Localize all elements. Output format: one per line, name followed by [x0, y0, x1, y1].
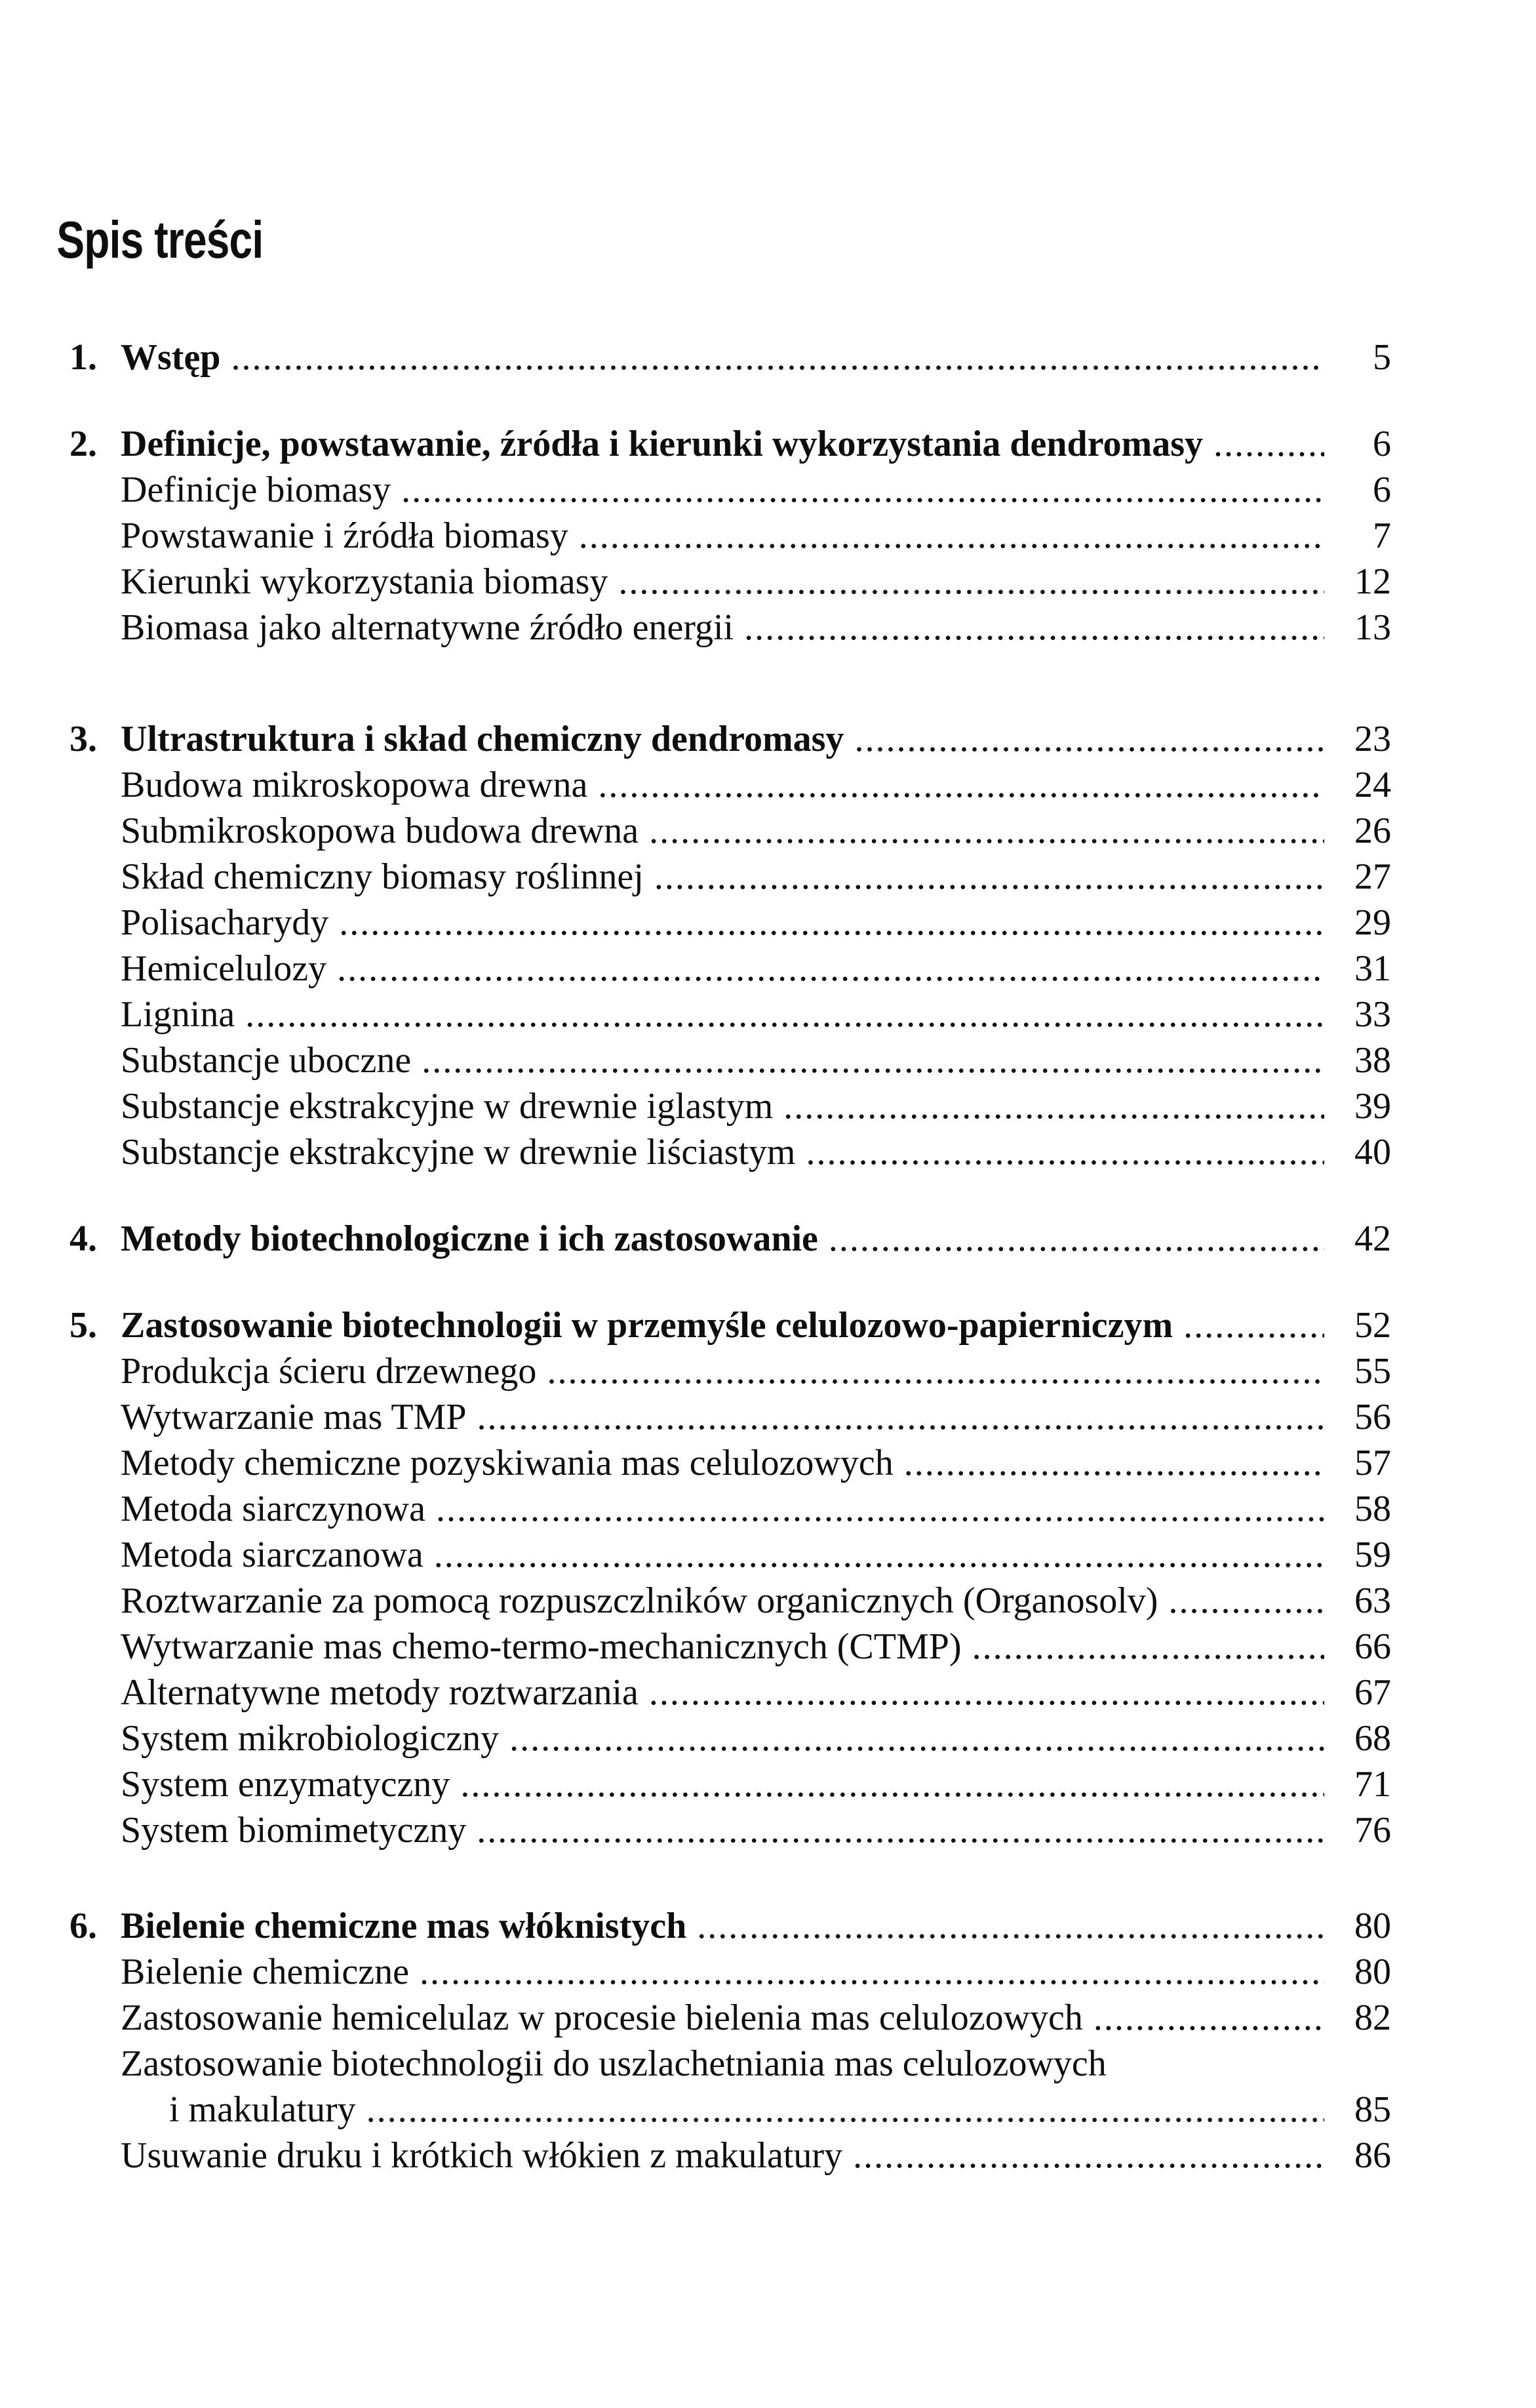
dot-leader: [1183, 1302, 1324, 1348]
toc-entry: [69, 1486, 1391, 1532]
dot-leader: [245, 992, 1324, 1037]
toc-entry: [69, 1578, 1391, 1624]
entry-page-number: 58: [1354, 1489, 1391, 1529]
entry-label: Metoda siarczynowa: [121, 1489, 425, 1529]
toc-entry: [69, 808, 1391, 854]
dot-leader: [1168, 1578, 1324, 1624]
entry-number: 5.: [69, 1305, 97, 1346]
toc-entry: [69, 1083, 1391, 1129]
entry-page-number: 26: [1354, 811, 1391, 851]
entry-page-number: 40: [1354, 1132, 1391, 1173]
entry-page-number: 67: [1354, 1672, 1391, 1713]
entry-page-number: 23: [1354, 719, 1391, 759]
toc-entry: [69, 1216, 1391, 1262]
entry-label: Skład chemiczny biomasy roślinnej: [121, 856, 644, 897]
entry-label: Substancje ekstrakcyjne w drewnie iglastym: [121, 1086, 774, 1127]
entry-page-number: 7: [1373, 515, 1391, 556]
entry-label: System biomimetyczny: [121, 1810, 467, 1851]
entry-page-number: 76: [1354, 1810, 1391, 1851]
entry-label: Usuwanie druku i krótkich włókien z makulatury: [121, 2135, 843, 2176]
toc-entry: [69, 1761, 1391, 1807]
dot-leader: [806, 1129, 1325, 1175]
entry-label: Biomasa jako alternatywne źródło energii: [121, 607, 734, 648]
dot-leader: [436, 1486, 1324, 1532]
entry-page-number: 6: [1373, 424, 1391, 464]
dot-leader: [337, 946, 1324, 992]
dot-leader: [339, 900, 1324, 946]
toc-entry: [69, 2087, 1391, 2133]
entry-label: Bielenie chemiczne: [121, 1952, 409, 1992]
dot-leader: [744, 605, 1324, 651]
entry-page-number: 13: [1354, 607, 1391, 648]
entry-page-number: 57: [1354, 1443, 1391, 1483]
entry-label: Submikroskopowa budowa drewna: [121, 811, 639, 851]
toc-entry: [69, 946, 1391, 992]
toc-entry: [69, 992, 1391, 1037]
dot-leader: [649, 808, 1324, 854]
entry-page-number: 52: [1354, 1305, 1391, 1346]
toc-entry: [69, 1995, 1391, 2041]
entry-number: 1.: [69, 337, 97, 378]
entry-page-number: 59: [1354, 1535, 1391, 1575]
entry-number: 2.: [69, 424, 97, 464]
entry-page-number: 66: [1354, 1626, 1391, 1667]
entry-page-number: 85: [1354, 2089, 1391, 2130]
entry-label: Zastosowanie hemicelulaz w procesie bielenia mas celulozowych: [121, 1997, 1083, 2038]
entry-label: Polisacharydy: [121, 902, 329, 943]
entry-page-number: 56: [1354, 1397, 1391, 1437]
entry-page-number: 38: [1354, 1040, 1391, 1081]
toc-entry: [69, 1129, 1391, 1175]
dot-leader: [366, 2087, 1324, 2133]
toc-entry: [69, 1532, 1391, 1578]
dot-leader: [434, 1532, 1324, 1578]
entry-label: Metoda siarczanowa: [121, 1535, 423, 1575]
entry-label: Budowa mikroskopowa drewna: [121, 765, 588, 805]
toc-entry: [69, 421, 1391, 467]
toc-entry: [69, 1348, 1391, 1394]
toc-entry: [69, 716, 1391, 762]
toc-entry: [69, 1670, 1391, 1716]
entry-label: Roztwarzanie za pomocą rozpuszczlników organicznych (Organosolv): [121, 1580, 1158, 1621]
dot-leader: [854, 716, 1324, 762]
dot-leader: [654, 854, 1324, 900]
toc-entry: [69, 762, 1391, 808]
toc-entry: [69, 2133, 1391, 2178]
toc-entry: [69, 467, 1391, 513]
dot-leader: [422, 1037, 1324, 1083]
toc-entry: [69, 1624, 1391, 1670]
entry-page-number: 31: [1354, 948, 1391, 989]
dot-leader: [231, 334, 1324, 380]
entry-page-number: 6: [1373, 470, 1391, 510]
entry-label: Kierunki wykorzystania biomasy: [121, 561, 608, 602]
entry-page-number: 39: [1354, 1086, 1391, 1127]
entry-label: i makulatury: [169, 2089, 356, 2130]
entry-label: Powstawanie i źródła biomasy: [121, 515, 568, 556]
entry-label: Wstęp: [121, 337, 221, 378]
entry-label: Ultrastruktura i skład chemiczny dendromasy: [121, 719, 844, 759]
dot-leader: [460, 1761, 1324, 1807]
toc-entry: [69, 1394, 1391, 1440]
dot-leader: [547, 1348, 1324, 1394]
entry-page-number: 63: [1354, 1580, 1391, 1621]
entry-label: System enzymatyczny: [121, 1764, 450, 1805]
entry-number: 4.: [69, 1218, 97, 1259]
toc-entry: [69, 900, 1391, 946]
entry-page-number: 71: [1354, 1764, 1391, 1805]
entry-label: Substancje ekstrakcyjne w drewnie liściastym: [121, 1132, 796, 1173]
entry-number: 6.: [69, 1906, 97, 1946]
entry-label: Wytwarzanie mas TMP: [121, 1397, 467, 1437]
entry-page-number: 12: [1354, 561, 1391, 602]
entry-label: Definicje, powstawanie, źródła i kierunki wykorzystania dendromasy: [121, 424, 1203, 464]
toc-entry: [69, 1440, 1391, 1486]
dot-leader: [598, 762, 1324, 808]
entry-page-number: 86: [1354, 2135, 1391, 2176]
entry-page-number: 82: [1354, 1997, 1391, 2038]
entry-label: Hemicelulozy: [121, 948, 327, 989]
dot-leader: [401, 467, 1324, 513]
dot-leader: [477, 1394, 1324, 1440]
dot-leader: [829, 1216, 1324, 1262]
dot-leader: [972, 1624, 1324, 1670]
entry-label: System mikrobiologiczny: [121, 1718, 500, 1759]
toc-entry: [69, 854, 1391, 900]
entry-label: Lignina: [121, 994, 235, 1035]
toc-entry: [69, 1949, 1391, 1995]
entry-label: Metody chemiczne pozyskiwania mas celulozowych: [121, 1443, 894, 1483]
entry-label: Zastosowanie biotechnologii w przemyśle celulozowo-papierniczym: [121, 1305, 1173, 1346]
entry-page-number: 80: [1354, 1906, 1391, 1946]
dot-leader: [618, 559, 1324, 605]
entry-number: 3.: [69, 719, 97, 759]
dot-leader: [853, 2133, 1324, 2178]
toc-entry: [69, 1807, 1391, 1853]
entry-page-number: 24: [1354, 765, 1391, 805]
toc-entry: [69, 1037, 1391, 1083]
entry-label: Bielenie chemiczne mas włóknistych: [121, 1906, 687, 1946]
toc-entry: [69, 1302, 1391, 1348]
toc-entry: [69, 1716, 1391, 1761]
entry-page-number: 33: [1354, 994, 1391, 1035]
dot-leader: [477, 1807, 1324, 1853]
page-title: Spis treści: [56, 211, 264, 269]
toc-entry: [69, 559, 1391, 605]
entry-label: Alternatywne metody roztwarzania: [121, 1672, 639, 1713]
dot-leader: [420, 1949, 1324, 1995]
dot-leader: [649, 1670, 1324, 1716]
dot-leader: [1093, 1995, 1324, 2041]
entry-page-number: 29: [1354, 902, 1391, 943]
dot-leader: [579, 513, 1324, 559]
entry-page-number: 55: [1354, 1351, 1391, 1392]
entry-page-number: 42: [1354, 1218, 1391, 1259]
entry-page-number: 27: [1354, 856, 1391, 897]
entry-page-number: 80: [1354, 1952, 1391, 1992]
toc-entry: [69, 334, 1391, 380]
dot-leader: [783, 1083, 1324, 1129]
entry-label: Zastosowanie biotechnologii do uszlachetniania mas celulozowych: [121, 2043, 1107, 2084]
toc-entry: [69, 2041, 1391, 2087]
dot-leader: [697, 1903, 1324, 1949]
entry-label: Produkcja ścieru drzewnego: [121, 1351, 537, 1392]
entry-label: Substancje uboczne: [121, 1040, 412, 1081]
entry-label: Wytwarzanie mas chemo-termo-mechanicznych (CTMP): [121, 1626, 962, 1667]
entry-label: Definicje biomasy: [121, 470, 391, 510]
entry-page-number: 68: [1354, 1718, 1391, 1759]
toc: [69, 334, 1391, 2178]
toc-entry: [69, 513, 1391, 559]
entry-label: Metody biotechnologiczne i ich zastosowanie: [121, 1218, 818, 1259]
entry-page-number: 5: [1373, 337, 1391, 378]
dot-leader: [509, 1716, 1324, 1761]
toc-entry: [69, 605, 1391, 651]
dot-leader: [1213, 421, 1324, 467]
dot-leader: [904, 1440, 1324, 1486]
toc-entry: [69, 1903, 1391, 1949]
